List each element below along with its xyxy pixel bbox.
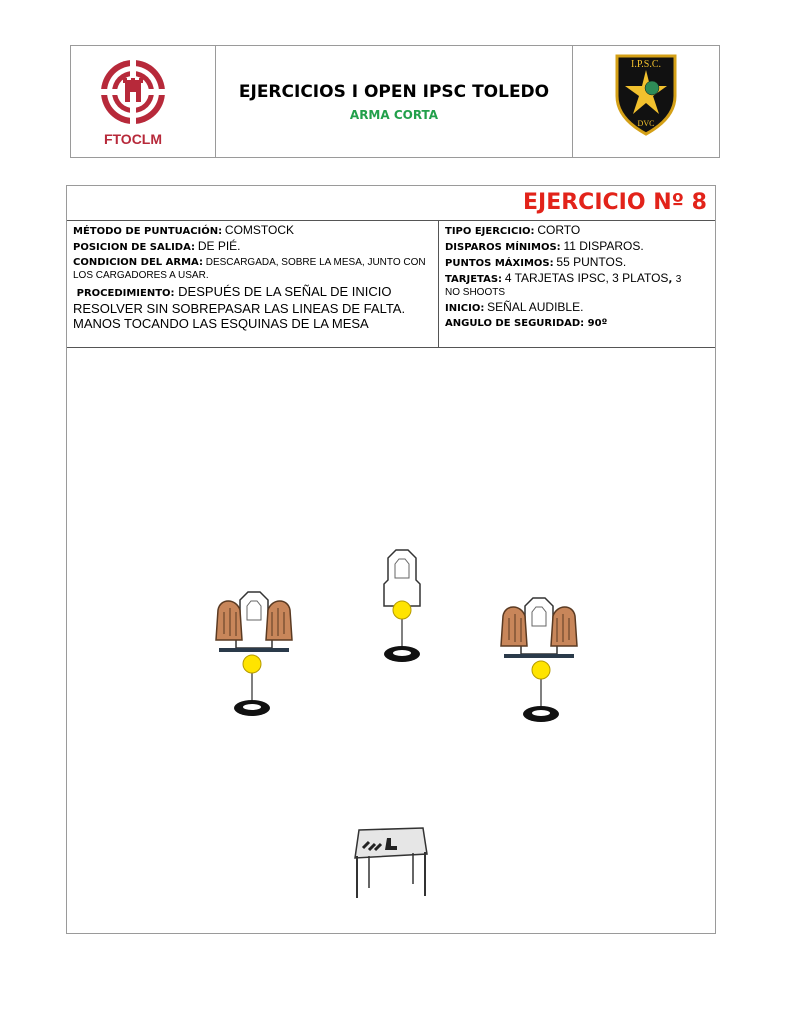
posicion-value: DE PIÉ.: [197, 239, 241, 253]
tarjetas-extra: NO SHOOTS: [445, 287, 506, 298]
procedimiento-label: PROCEDIMIENTO:: [76, 288, 175, 299]
puntos-row: [445, 256, 709, 270]
condicion-row: [73, 256, 432, 282]
target-base-right: [504, 654, 574, 658]
puntos-value: 55 PUNTOS.: [556, 255, 627, 269]
target-base-left: [219, 648, 289, 652]
inicio-label: INICIO:: [445, 303, 485, 314]
tarjetas-separator: ,: [668, 274, 676, 285]
ipsc-logo-text: I.P.S.C.: [630, 59, 662, 70]
disparos-row: [445, 240, 709, 254]
tarjetas-number: 3: [675, 274, 682, 285]
tipo-value: CORTO: [537, 223, 581, 237]
info-right-column: [439, 221, 715, 347]
metodo-value: COMSTOCK: [224, 223, 295, 237]
tipo-row: [445, 224, 709, 238]
inicio-value: SEÑAL AUDIBLE.: [487, 300, 584, 314]
ftoclm-logo-icon: [93, 56, 173, 148]
ipsc-logo-icon: [613, 52, 679, 136]
document-title: EJERCICIOS I OPEN IPSC TOLEDO: [238, 82, 550, 102]
start-table: [355, 828, 427, 898]
stage-diagram: [67, 348, 715, 933]
document-subtitle: ARMA CORTA: [349, 108, 439, 122]
disparos-value: 11 DISPAROS.: [563, 239, 644, 253]
popper-center: [384, 601, 420, 662]
exercise-box: [66, 185, 716, 934]
condicion-label: CONDICION DEL ARMA:: [73, 257, 203, 268]
popper-left: [234, 655, 270, 716]
ipsc-target-center: [384, 550, 420, 606]
ftoclm-logo-text: FTOCLM: [103, 131, 163, 147]
inicio-row: [445, 301, 709, 315]
exercise-info-table: [67, 220, 715, 348]
header-table: [70, 45, 720, 158]
angulo-row: [445, 317, 709, 330]
tipo-label: TIPO EJERCICIO:: [445, 226, 535, 237]
disparos-label: DISPAROS MÍNIMOS:: [445, 242, 561, 253]
left-logo-cell: [71, 46, 216, 157]
exercise-title: EJERCICIO Nº 8: [523, 190, 707, 215]
metodo-label: MÉTODO DE PUNTUACIÓN:: [73, 226, 223, 237]
popper-right: [523, 661, 559, 722]
tarjetas-label: TARJETAS:: [445, 274, 503, 285]
ipsc-logo-motto: DVC: [637, 119, 655, 128]
procedimiento-row: [73, 284, 432, 331]
posicion-label: POSICION DE SALIDA:: [73, 242, 196, 253]
posicion-row: [73, 240, 432, 254]
right-logo-cell: [573, 46, 719, 157]
tarjetas-value: 4 TARJETAS IPSC, 3 PLATOS: [504, 271, 669, 285]
metodo-row: [73, 224, 432, 238]
info-left-column: [67, 221, 439, 347]
title-cell: [216, 46, 573, 157]
condicion-value: DESCARGADA, SOBRE LA MESA, JUNTO CON LOS CARGADORES A USAR.: [73, 257, 426, 281]
procedimiento-value: DESPUÉS DE LA SEÑAL DE INICIO RESOLVER SIN SOBREPASAR LAS LINEAS DE FALTA. MANOS TOCANDO LAS ESQUINAS DE LA MESA: [73, 284, 406, 331]
angulo-label: ANGULO DE SEGURIDAD: 90º: [445, 318, 608, 329]
puntos-label: PUNTOS MÁXIMOS:: [445, 258, 554, 269]
tarjetas-row: [445, 272, 709, 299]
